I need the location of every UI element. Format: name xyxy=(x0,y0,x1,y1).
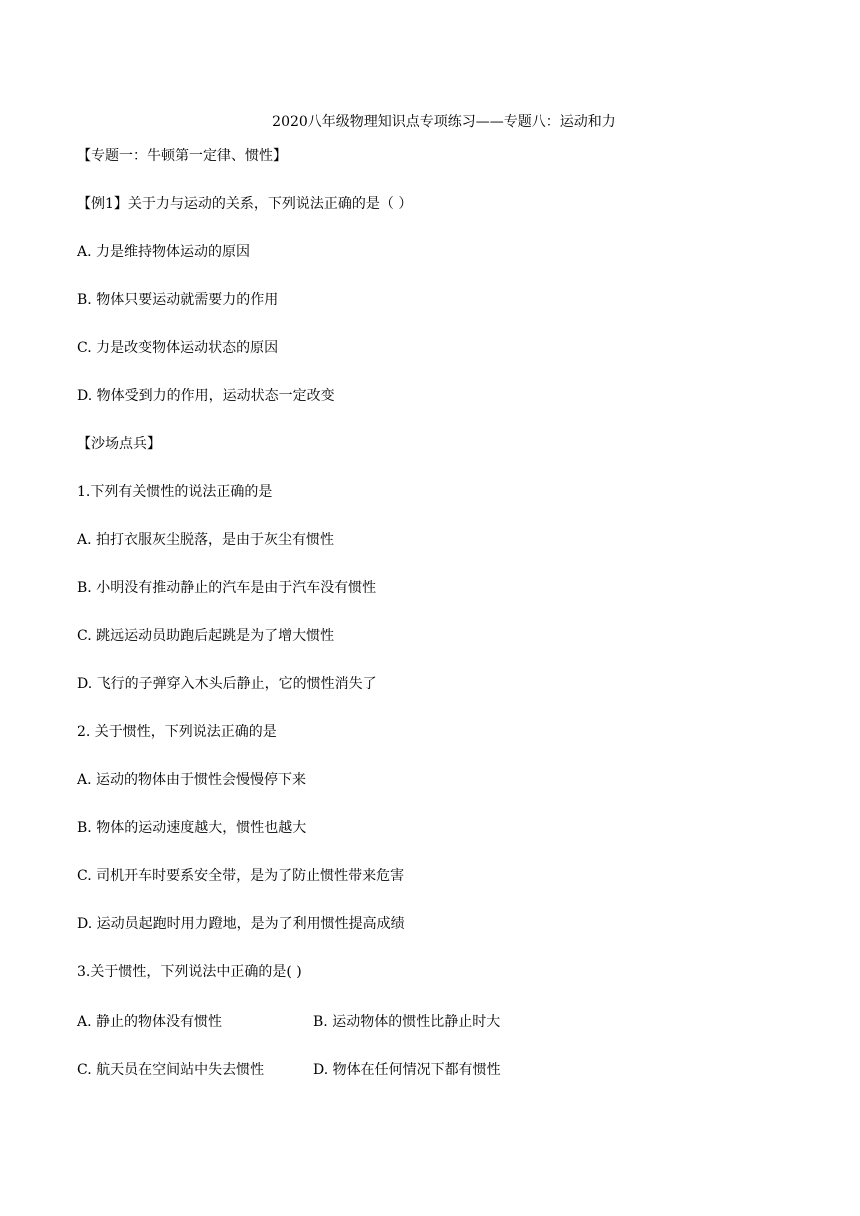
q2-option-b: B. 物体的运动速度越大，惯性也越大 xyxy=(77,820,307,836)
q2-option-a: A. 运动的物体由于惯性会慢慢停下来 xyxy=(77,772,307,788)
example-option-b: B. 物体只要运动就需要力的作用 xyxy=(77,292,279,308)
q1-option-c: C. 跳远运动员助跑后起跳是为了增大惯性 xyxy=(77,628,335,644)
q3-option-a: A. 静止的物体没有惯性 xyxy=(77,1014,223,1030)
practice-heading: 【沙场点兵】 xyxy=(77,436,161,452)
q1-option-b: B. 小明没有推动静止的汽车是由于汽车没有惯性 xyxy=(77,580,377,596)
q3-option-c: C. 航天员在空间站中失去惯性 xyxy=(77,1062,265,1078)
example-option-c: C. 力是改变物体运动状态的原因 xyxy=(77,340,279,356)
q3-option-d: D. 物体在任何情况下都有惯性 xyxy=(313,1062,501,1078)
q2-option-c: C. 司机开车时要系安全带，是为了防止惯性带来危害 xyxy=(77,868,405,884)
example-question: 【例1】关于力与运动的关系，下列说法正确的是（ ） xyxy=(77,196,413,212)
example-option-d: D. 物体受到力的作用，运动状态一定改变 xyxy=(77,388,335,404)
q2-option-d: D. 运动员起跑时用力蹬地，是为了利用惯性提高成绩 xyxy=(77,916,405,932)
example-option-a: A. 力是维持物体运动的原因 xyxy=(77,244,251,260)
q1-question: 1.下列有关惯性的说法正确的是 xyxy=(77,484,273,500)
q3-option-b: B. 运动物体的惯性比静止时大 xyxy=(313,1014,501,1030)
document-title: 2020八年级物理知识点专项练习——专题八：运动和力 xyxy=(272,114,616,130)
q1-option-d: D. 飞行的子弹穿入木头后静止，它的惯性消失了 xyxy=(77,676,377,692)
q1-option-a: A. 拍打衣服灰尘脱落，是由于灰尘有惯性 xyxy=(77,532,335,548)
q2-question: 2. 关于惯性，下列说法正确的是 xyxy=(77,724,277,740)
q3-question: 3.关于惯性，下列说法中正确的是( ) xyxy=(77,964,302,980)
section-heading: 【专题一：牛顿第一定律、惯性】 xyxy=(77,148,287,164)
